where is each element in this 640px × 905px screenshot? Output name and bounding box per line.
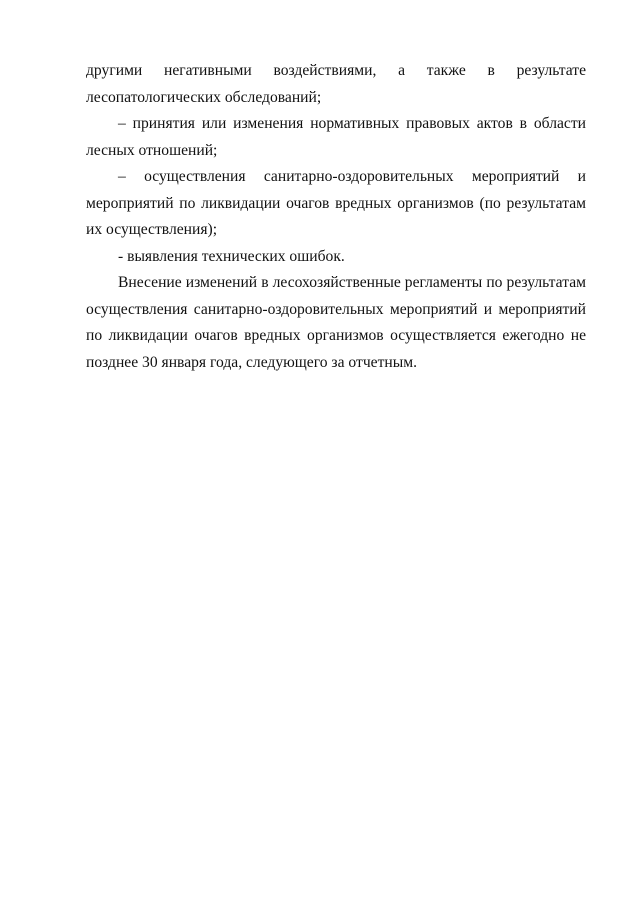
- list-item-normative-acts: – принятия или изменения нормативных правовых актов в области лесных отношений;: [86, 115, 586, 159]
- document-body: [86, 58, 586, 376]
- list-item-technical-errors: - выявления технических ошибок.: [118, 247, 345, 265]
- paragraph-amendments: Внесение изменений в лесохозяйственные регламенты по результатам осуществления санитарно-оздоровительных мероприятий и мероприятий по ликвидации очагов вредных организмов осуществляется ежегодно не позднее 30 января года, следующего за отчетным.: [86, 274, 586, 371]
- paragraph-continuation: другими негативными воздействиями, а также в результате лесопатологических обследований;: [86, 62, 586, 106]
- list-item-sanitary-measures: – осуществления санитарно-оздоровительных мероприятий и мероприятий по ликвидации очагов вредных организмов (по результатам их осуществления);: [86, 168, 586, 238]
